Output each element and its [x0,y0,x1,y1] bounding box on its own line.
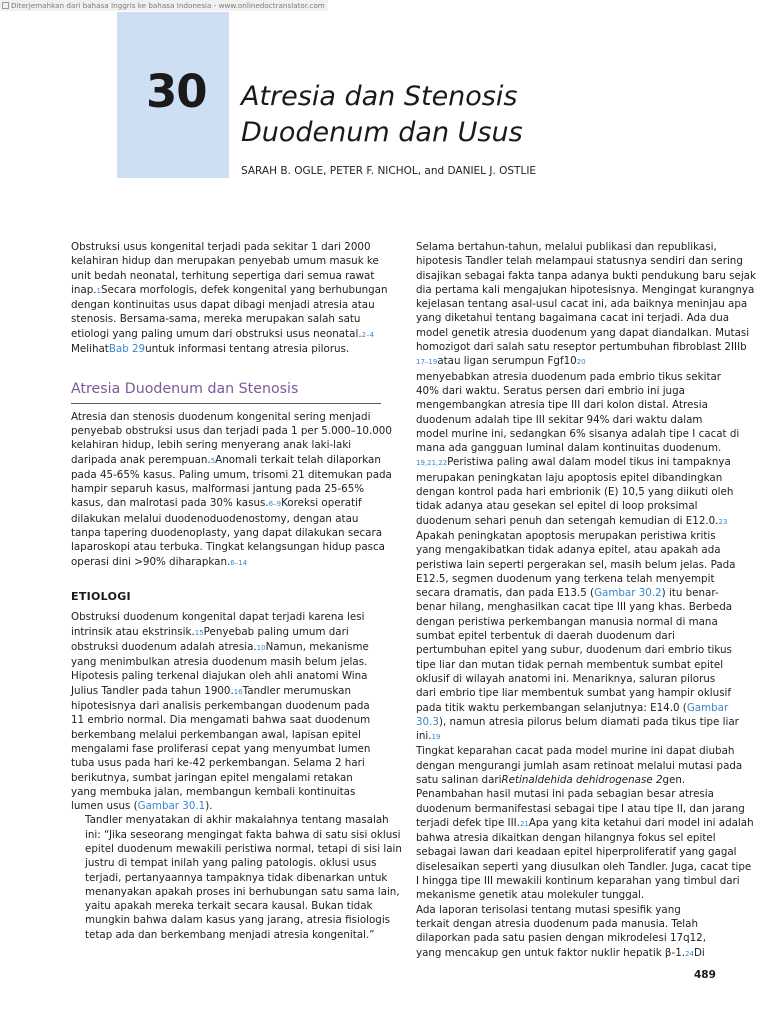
text-run: inap. [71,283,97,296]
text-line [402,311,730,325]
chapter-title-line-2: Duodenum dan Usus [241,117,523,148]
text-line [402,572,714,586]
text-run: I hingga tipe III mewakili kontinum keparahan yang timbul dari [416,875,740,888]
text-run: Hipotesis paling terkenal diajukan oleh ahli anatomi Wina [71,670,368,683]
text-line [71,756,381,770]
text-run: merupakan peningkatan laju apoptosis epitel dibandingkan [416,471,723,484]
text-line [402,254,743,268]
reference-number[interactable]: 16 [233,687,243,696]
cross-reference-link[interactable]: 30.3 [416,715,439,728]
text-line [402,455,731,470]
text-line [71,254,381,268]
text-line [71,438,381,452]
text-run: mekanisme genetik atau molekuler tunggal. [416,889,645,902]
text-run: duodenum sehari penuh dan setengah kemudian di E12.0. [416,514,719,527]
text-run: mengalami fase proliferasi cepat yang menyumbat lumen [71,742,371,755]
text-run: ) itu benar- [661,587,719,600]
cross-reference-link[interactable]: Gambar 30.2 [594,587,662,600]
text-run: epitel duodenum mewakili peristiwa normal, tetapi di sisi lain [85,842,402,855]
text-run: ini: “Jika seseorang mengingat fakta bahwa di satu sisi oklusi [85,828,401,841]
text-line [402,441,722,455]
text-run: Melihat [71,343,109,356]
text-line [402,269,756,283]
text-run: duodenum adalah tipe III sekitar 94% dari waktu dalam [416,413,703,426]
text-line [402,946,714,961]
reference-number[interactable]: 1 [96,286,101,295]
text-run: dari embrio tipe liar membentuk sumbat yang hampir oklusif [416,687,732,700]
text-run: Obstruksi duodenum kongenital dapat terjadi karena lesi [71,611,365,624]
text-line [402,629,714,643]
text-line [71,799,381,813]
text-line [402,615,718,629]
text-line [71,327,381,342]
text-run: Atresia dan stenosis duodenum kongenital sering menjadi [71,410,371,423]
left-column [71,240,402,942]
reference-number[interactable]: 6–14 [230,558,248,567]
text-run: mungkin bahwa dalam kasus yang jarang, atresia fisiologis [85,914,391,927]
text-line [402,543,721,557]
text-run: mengembangkan atresia tipe III dari kolon distal. Atresia [416,399,708,412]
text-run: intrinsik atau ekstrinsik. [71,625,195,638]
text-run: E12.5, segmen duodenum yang terkena telah menyempit [416,572,715,585]
text-line [402,787,714,801]
text-run: oklusif di wilayah anatomi ini. Menariknya, saluran pilorus [416,672,716,685]
text-line [71,655,381,669]
text-line [402,845,737,859]
text-run: dilaporkan pada satu pasien dengan mikrodelesi 17q12, [416,932,706,945]
text-run: tanpa tapering duodenoplasty, yang dapat dilakukan secara [71,527,383,540]
text-run: sebagai lawan dari keadaan epitel hiperproliferatif yang gagal [416,846,737,859]
text-line [402,354,714,369]
text-line [71,283,388,298]
tandler-quote-paragraph [71,813,402,942]
text-run: dengan kontinuitas usus dapat dibagi menjadi atresia atau [71,299,375,312]
text-line [71,482,381,496]
text-line [71,742,381,756]
text-line [71,813,389,827]
text-line [71,312,381,326]
text-line [402,888,714,902]
text-run: Apakah peningkatan apoptosis merupakan peristiwa kritis [416,529,716,542]
text-line [402,283,755,297]
text-line [71,885,400,899]
text-run: Penyebab paling umum dari [203,625,349,638]
text-line [71,410,381,424]
intro-paragraph [71,240,388,356]
reference-number[interactable]: 2–4 [361,330,375,339]
text-run: yang diketahui tentang bagaimana cacat ini terjadi. Ada dua [416,312,730,325]
text-run: benar hilang, menghasilkan cacat tipe III yang khas. Berbeda [416,601,733,614]
text-line [402,499,714,513]
text-run: Tandler menyatakan di akhir makalahnya tentang masalah [85,814,389,827]
text-line [71,828,401,842]
text-line [402,903,714,917]
text-line [71,699,381,713]
text-run: ). [205,800,213,813]
right-paragraph-1 [402,240,756,744]
text-run: yaitu apakah mereka terkait secara kausal. Bukan tidak [85,900,373,913]
text-run: yang membuka jalan, membangun kembali kontinuitas [71,785,356,798]
text-line [402,471,723,485]
text-run: berkembang melalui perkembangan awal, lapisan epitel [71,728,361,741]
text-run: Di [693,946,705,959]
text-line [402,802,745,816]
text-line [71,713,381,727]
text-run: menanyakan apakah proses ini berhubungan satu sama lain, [85,885,400,898]
text-line [402,917,714,931]
text-run: daripada anak perempuan. [71,453,211,466]
text-run: ini. [416,730,432,743]
subsection-heading: ETIOLOGI [71,589,131,603]
text-line [402,715,739,729]
text-run: Koreksi operatif [281,497,362,510]
text-line [402,427,740,441]
text-run: bahwa atresia dikaitkan dengan hilangnya fokus sel epitel [416,832,716,845]
text-run: kejelasan tentang asal-usul cacat ini, ada baiknya meninjau apa [416,298,748,311]
translator-logo-icon [2,2,9,9]
text-run: ), namun atresia pilorus belum diamati pada tikus tipe liar [438,715,739,728]
cross-reference-link[interactable]: Gambar [686,701,729,714]
text-run: Tandler merumuskan [242,684,351,697]
text-line [71,240,381,254]
text-run: dengan peristiwa perkembangan manusia normal di mana [416,615,718,628]
text-line [402,297,748,311]
reference-number[interactable]: 21 [519,819,529,828]
text-line [71,540,385,554]
page-number: 489 [694,969,716,981]
reference-number[interactable]: 19,21,22 [416,459,448,468]
right-paragraph-2 [402,744,754,902]
text-run: tidak adanya atau gesekan sel epitel di loop proksimal [416,500,698,513]
text-line [402,643,732,657]
reference-number[interactable]: 20 [576,358,586,367]
text-line [71,856,381,870]
italic-text: Retinaldehida dehidrogenase 2 [501,773,663,786]
text-run: kelahiran hidup, lebih sering menyerang anak laki-laki [71,439,352,452]
text-run: mana ada gangguan luminal dalam kontinuitas duodenum. [416,442,722,455]
text-line [402,816,754,831]
text-run: obstruksi duodenum adalah atresia. [71,640,257,653]
reference-number[interactable]: 19 [431,733,441,742]
text-run: gen. [662,773,686,786]
text-run: 11 embrio normal. Dia mengamati bahwa saat duodenum [71,714,371,727]
watermark-text: Diterjemahkan dari bahasa Inggris ke bahasa Indonesia - www.onlinedoctranslator.com [11,1,325,10]
text-run: untuk informasi tentang atresia pilorus. [145,343,350,356]
text-line [71,269,381,283]
translation-watermark [0,0,328,11]
text-line [402,860,752,874]
text-line [402,773,714,787]
text-line [71,913,391,927]
reference-number[interactable]: 24 [685,949,694,958]
reference-number[interactable]: 6–9 [268,500,282,509]
text-run: hipotesisnya dari analisis perkembangan duodenum pada [71,700,370,713]
text-run: yang menimbulkan atresia duodenum masih belum jelas. [71,656,368,669]
text-run: 40% dari waktu. Seratus persen dari embrio ini juga [416,384,685,397]
text-run: model genetik atresia duodenum yang dapat diandalkan. Mutasi [416,326,750,339]
text-run: etiologi yang paling umum dari obstruksi usus neonatal. [71,327,362,340]
text-run: laparoskopi atau terbuka. Tingkat kelangsungan hidup pasca [71,541,385,554]
text-line [402,831,714,845]
chapter-title-line-1: Atresia dan Stenosis [241,81,518,112]
text-run: Anomali terkait telah dilaporkan [215,453,381,466]
reference-number[interactable]: 23 [718,517,728,526]
text-run: kelahiran hidup dan merupakan penyebab umum masuk ke [71,255,379,268]
text-run: satu salinan dari [416,773,502,786]
text-line [71,526,381,540]
text-run: Selama bertahun-tahun, melalui publikasi dan republikasi, [416,241,717,253]
text-run: secara dramatis, dan pada E13.5 ( [416,587,595,600]
text-line [71,625,381,640]
text-line [402,370,722,384]
text-run: Tingkat keparahan cacat pada model murine ini dapat diubah [416,745,735,758]
text-run: operasi dini >90% diharapkan. [71,555,231,568]
text-run: yang mengakibatkan tidak adanya epitel, atau apakah ada [416,544,721,557]
text-run: dengan mengurangi jumlah asam retinoat melalui mutasi pada [416,759,743,772]
text-line [402,701,729,715]
text-line [402,514,728,529]
text-line [402,529,714,543]
text-line [402,729,714,744]
text-run: dia pertama kali mengajukan hipotesisnya. Mengingat kurangnya [416,283,755,296]
chapter-title [241,79,721,151]
text-run: sumbat epitel terbentuk di daerah duodenum dari [416,630,675,643]
text-line [402,485,734,499]
text-line [71,640,381,655]
text-line [402,744,735,758]
text-line [402,586,719,600]
text-line [402,759,743,773]
reference-number[interactable]: 5 [210,456,216,465]
text-run: hampir separuh kasus, malformasi jantung pada 25-65% [71,483,365,496]
text-line [71,728,381,742]
text-run: duodenum bermanifestasi sebagai tipe I atau tipe II, dan jarang [416,802,745,815]
text-run: penyebab obstruksi usus dan terjadi pada 1 per 5.000–10.000 [71,424,392,437]
text-run: dilakukan melalui duodenoduodenostomy, dengan atau [71,512,359,525]
text-line [71,468,392,482]
text-run: Secara morfologis, defek kongenital yang berhubungan [100,283,388,296]
text-line [71,928,381,942]
text-line [402,874,740,888]
text-run: peristiwa lain seperti pergerakan sel, masih belum jelas. Pada [416,558,736,571]
text-line [71,899,381,913]
text-line [71,424,392,438]
text-line [402,240,717,254]
text-line [71,669,381,683]
text-run: pertumbuhan epitel yang subur, duodenum dari embrio tikus [416,644,732,657]
text-run: disajikan sebagai fakta tanpa adanya bukti pendukung baru sejak [416,269,756,282]
text-line [71,555,381,570]
text-run: Peristiwa paling awal dalam model tikus ini tampaknya [447,456,731,469]
text-run: tuba usus pada hari ke-42 perkembangan. Selama 2 hari [71,757,365,770]
text-line [402,672,714,686]
text-line [71,771,381,785]
text-line [71,453,381,468]
text-line [71,496,381,511]
text-run: tipe liar dan mutan tidak pernah membentuk sumbat epitel [416,658,724,671]
text-run: berikutnya, sumbat jaringan epitel mengalami retakan [71,771,353,784]
text-line [71,610,381,624]
text-run: Ada laporan terisolasi tentang mutasi spesifik yang [416,903,681,916]
text-line [402,686,732,700]
chapter-authors: SARAH B. OGLE, PETER F. NICHOL, and DANIEL J. OSTLIE [241,165,537,177]
reference-number[interactable]: 15 [194,628,204,637]
reference-number[interactable]: 10 [256,643,266,652]
text-run: Obstruksi usus kongenital terjadi pada sekitar 1 dari 2000 [71,241,371,253]
text-line [71,342,381,356]
text-run: homozigot dari salah satu reseptor pertumbuhan fibroblast 2IIIb [416,341,747,354]
text-run: menyebabkan atresia duodenum pada embrio tikus sekitar [416,370,722,383]
text-run: Penambahan hasil mutasi ini pada sebagian besar atresia [416,788,714,801]
text-line [71,785,381,799]
text-run: dengan kontrol pada hari embrionik (E) 10,5 yang diikuti oleh [416,486,734,499]
text-run: lumen usus ( [71,800,138,813]
text-run: terjadi defek tipe III. [416,816,520,829]
right-paragraph-3 [402,903,714,961]
text-run: unit bedah neonatal, terhitung sepertiga dari semua rawat [71,269,375,282]
text-line [71,512,381,526]
text-line [402,384,714,398]
right-column [402,240,756,961]
cross-reference-link[interactable]: Bab 29 [108,343,146,356]
text-run: Julius Tandler pada tahun 1900. [71,684,234,697]
text-run: model murine ini, sedangkan 6% sisanya adalah tipe I cacat di [416,427,740,440]
reference-number[interactable]: 17–19 [416,358,438,367]
text-line [402,413,714,427]
text-line [402,658,724,672]
text-line [402,398,714,412]
text-run: yang mencakup gen untuk faktor nuklir hepatik β-1. [416,946,686,959]
chapter-number: 30 [146,65,207,118]
text-run: tetap ada dan berkembang menjadi atresia kongenital.” [85,928,375,941]
text-line [71,842,402,856]
text-line [402,558,736,572]
text-line [71,871,388,885]
text-run: Apa yang kita ketahui dari model ini adalah [528,816,754,829]
text-line [402,326,750,340]
text-run: pada 45-65% kasus. Paling umum, trisomi 21 ditemukan pada [71,468,392,481]
text-line [71,684,381,699]
cross-reference-link[interactable]: Gambar 30.1 [137,800,206,813]
text-run: kasus, dan malrotasi pada 30% kasus. [71,497,269,510]
text-run: stenosis. Bersama-sama, mereka merupakan salah satu [71,313,361,326]
text-line [71,298,381,312]
text-line [402,931,714,945]
section-paragraph [71,410,392,570]
text-run: hipotesis Tandler telah melampaui statusnya sendiri dan sering [416,255,743,268]
text-line [402,340,747,354]
text-run: terkait dengan atresia duodenum pada manusia. Telah [416,917,699,930]
text-run: Namun, mekanisme [265,640,369,653]
text-run: terjadi, pertanyaannya tampaknya tidak dibenarkan untuk [85,871,388,884]
text-run: justru di tempat inilah yang paling patologis. oklusi usus [85,857,377,870]
text-run: atau ligan serumpun Fgf10 [437,355,577,368]
section-heading: Atresia Duodenum dan Stenosis [71,382,381,403]
text-line [402,600,733,614]
text-run: pada titik waktu perkembangan selanjutnya: E14.0 ( [416,701,687,714]
etiology-paragraph [71,610,381,813]
text-run: diselesaikan seperti yang diusulkan oleh Tandler. Juga, cacat tipe [416,860,752,873]
